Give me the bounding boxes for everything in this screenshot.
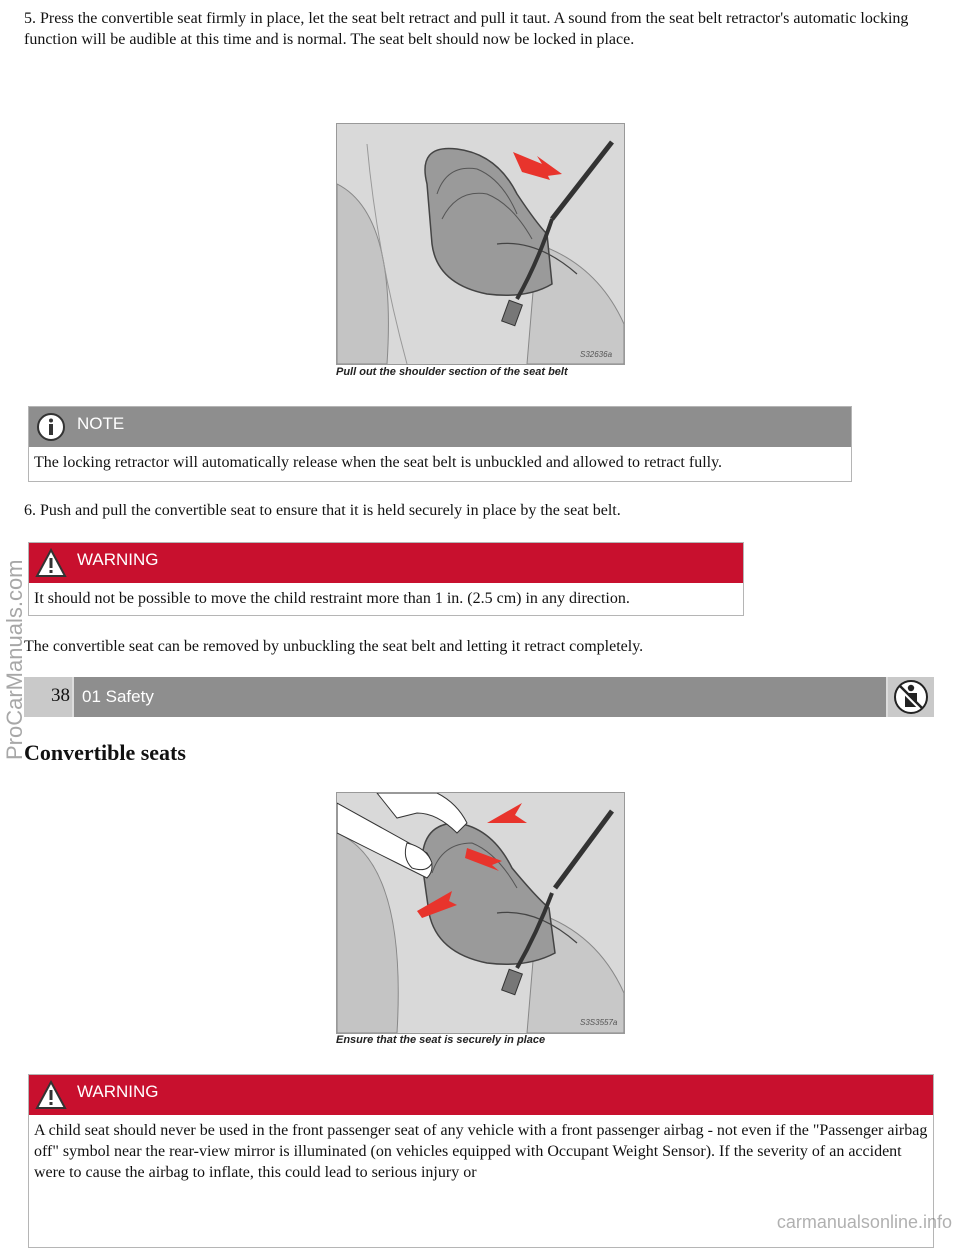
section-bar xyxy=(24,677,934,717)
removal-text: The convertible seat can be removed by unbuckling the seat belt and letting it retract completely. xyxy=(24,638,644,655)
seat-secure-illustration xyxy=(337,793,624,1033)
warning-header-2 xyxy=(29,1075,933,1115)
note-box xyxy=(28,406,852,482)
figure1-code: S32636a xyxy=(580,350,613,359)
warning-text-2: A child seat should never be used in the front passenger seat of any vehicle with a front passenger airbag - not even if the "Passenger airbag off" symbol near the rear-view mirror is illuminated (on vehicles equipped with Occupant Weight Sensor). If the severity of an accident were to cause the airbag to inflate, this could lead to serious injury or xyxy=(34,1122,928,1181)
seat-belt-illustration xyxy=(337,124,624,364)
figure-pull-seat-belt xyxy=(336,123,625,365)
seatbelt-icon xyxy=(888,677,934,717)
warning-label-1: WARNING xyxy=(77,550,159,569)
watermark-bottom: carmanualsonline.info xyxy=(776,1212,952,1232)
figure2-code: S3S3557a xyxy=(580,1018,618,1027)
warning-label-2: WARNING xyxy=(77,1082,159,1101)
warning-triangle-icon xyxy=(33,1078,69,1112)
note-label: NOTE xyxy=(77,414,125,433)
page-number: 38 xyxy=(24,677,72,717)
info-icon xyxy=(33,410,69,444)
note-header xyxy=(29,407,851,447)
figure1-caption: Pull out the shoulder section of the seat belt xyxy=(336,366,568,378)
step-5-text: 5. Press the convertible seat firmly in place, let the seat belt retract and pull it taut. A sound from the seat belt retractor's automatic locking function will be audible at this time and is normal. The seat belt should now be locked in place. xyxy=(24,10,909,48)
page-heading: Convertible seats xyxy=(24,740,186,765)
figure-seat-secure xyxy=(336,792,625,1034)
note-text: The locking retractor will automatically release when the seat belt is unbuckled and allowed to retract fully. xyxy=(34,454,723,471)
step-6-text: 6. Push and pull the convertible seat to ensure that it is held securely in place by the seat belt. xyxy=(24,502,621,519)
warning-header-1 xyxy=(29,543,743,583)
section-title: 01 Safety xyxy=(74,677,886,717)
warning-triangle-icon xyxy=(33,546,69,580)
warning-box-1 xyxy=(28,542,744,616)
figure2-caption: Ensure that the seat is securely in place xyxy=(336,1034,546,1046)
warning-text-1: It should not be possible to move the child restraint more than 1 in. (2.5 cm) in any direction. xyxy=(34,590,630,607)
watermark-left: ProCarManuals.com xyxy=(2,559,27,760)
